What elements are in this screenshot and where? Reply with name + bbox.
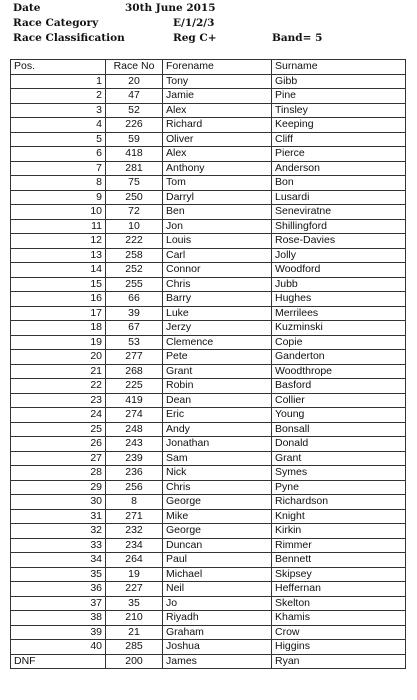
position-cell: 16 [11,292,106,307]
table-row [11,277,406,292]
table-row [11,567,406,582]
table-row [11,147,406,162]
table-row [11,306,406,321]
forename-cell: Chris [163,480,272,495]
forename-cell: Richard [163,118,272,133]
table-row [11,132,406,147]
forename-cell: Michael [163,567,272,582]
race-no-cell: 277 [106,350,163,365]
table-row [11,408,406,423]
race-no-cell: 274 [106,408,163,423]
table-header-row [11,60,406,75]
position-cell: DNF [11,654,106,669]
forename-cell: Andy [163,422,272,437]
position-cell: 31 [11,509,106,524]
date-value: 30th June 2015 [125,2,216,14]
position-cell: 40 [11,640,106,655]
surname-cell: Bennett [272,553,406,568]
surname-cell: Woodthrope [272,364,406,379]
position-cell: 25 [11,422,106,437]
race-category-label: Race Category [13,17,99,29]
surname-cell: Pine [272,89,406,104]
forename-cell: Jamie [163,89,272,104]
position-cell: 12 [11,234,106,249]
forename-cell: Pete [163,350,272,365]
forename-cell: Connor [163,263,272,278]
race-classification-label: Race Classification [13,32,125,44]
forename-cell: Ben [163,205,272,220]
surname-cell: Crow [272,625,406,640]
forename-cell: Jo [163,596,272,611]
surname-cell: Skelton [272,596,406,611]
surname-cell: Skipsey [272,567,406,582]
race-no-cell: 252 [106,263,163,278]
table-row [11,89,406,104]
forename-cell: Sam [163,451,272,466]
table-row [11,74,406,89]
position-cell: 4 [11,118,106,133]
table-row [11,451,406,466]
position-cell: 5 [11,132,106,147]
forename-cell: Dean [163,393,272,408]
surname-cell: Richardson [272,495,406,510]
forename-cell: Riyadh [163,611,272,626]
race-no-cell: 20 [106,74,163,89]
table-row [11,582,406,597]
column-header-forename: Forename [163,60,272,75]
surname-cell: Anderson [272,161,406,176]
surname-cell: Bonsall [272,422,406,437]
position-cell: 17 [11,306,106,321]
race-no-cell: 225 [106,379,163,394]
surname-cell: Jolly [272,248,406,263]
band-value: Band= 5 [272,32,323,44]
race-no-cell: 243 [106,437,163,452]
table-row [11,321,406,336]
forename-cell: Louis [163,234,272,249]
forename-cell: Darryl [163,190,272,205]
forename-cell: Grant [163,364,272,379]
surname-cell: Gibb [272,74,406,89]
position-cell: 6 [11,147,106,162]
race-no-cell: 255 [106,277,163,292]
race-classification-value: Reg C+ [173,32,217,44]
surname-cell: Rimmer [272,538,406,553]
position-cell: 18 [11,321,106,336]
position-cell: 11 [11,219,106,234]
position-cell: 32 [11,524,106,539]
position-cell: 38 [11,611,106,626]
surname-cell: Seneviratne [272,205,406,220]
table-row [11,538,406,553]
table-row [11,350,406,365]
position-cell: 19 [11,335,106,350]
table-row [11,495,406,510]
surname-cell: Rose-Davies [272,234,406,249]
table-row [11,161,406,176]
position-cell: 7 [11,161,106,176]
forename-cell: Eric [163,408,272,423]
table-row [11,437,406,452]
position-cell: 35 [11,567,106,582]
position-cell: 37 [11,596,106,611]
forename-cell: Jon [163,219,272,234]
position-cell: 13 [11,248,106,263]
table-row [11,524,406,539]
table-row [11,263,406,278]
position-cell: 8 [11,176,106,191]
race-no-cell: 232 [106,524,163,539]
forename-cell: Duncan [163,538,272,553]
forename-cell: Nick [163,466,272,481]
table-row [11,611,406,626]
position-cell: 27 [11,451,106,466]
table-row [11,234,406,249]
forename-cell: Chris [163,277,272,292]
table-row [11,625,406,640]
table-row [11,509,406,524]
surname-cell: Young [272,408,406,423]
table-row [11,553,406,568]
race-no-cell: 227 [106,582,163,597]
position-cell: 10 [11,205,106,220]
table-row [11,248,406,263]
surname-cell: Khamis [272,611,406,626]
position-cell: 26 [11,437,106,452]
position-cell: 22 [11,379,106,394]
surname-cell: Jubb [272,277,406,292]
forename-cell: Tony [163,74,272,89]
surname-cell: Shillingford [272,219,406,234]
surname-cell: Kuzminski [272,321,406,336]
results-table [10,59,406,669]
position-cell: 34 [11,553,106,568]
race-no-cell: 67 [106,321,163,336]
position-cell: 39 [11,625,106,640]
surname-cell: Basford [272,379,406,394]
table-row [11,190,406,205]
forename-cell: Alex [163,147,272,162]
position-cell: 23 [11,393,106,408]
surname-cell: Keeping [272,118,406,133]
table-row [11,176,406,191]
forename-cell: Joshua [163,640,272,655]
position-cell: 28 [11,466,106,481]
table-row [11,640,406,655]
race-no-cell: 75 [106,176,163,191]
dnf-row [11,654,406,669]
race-no-cell: 271 [106,509,163,524]
surname-cell: Heffernan [272,582,406,597]
forename-cell: Graham [163,625,272,640]
race-no-cell: 236 [106,466,163,481]
surname-cell: Tinsley [272,103,406,118]
forename-cell: Clemence [163,335,272,350]
race-no-cell: 200 [106,654,163,669]
race-no-cell: 248 [106,422,163,437]
forename-cell: Neil [163,582,272,597]
position-cell: 2 [11,89,106,104]
forename-cell: Paul [163,553,272,568]
surname-cell: Woodford [272,263,406,278]
forename-cell: James [163,654,272,669]
race-no-cell: 21 [106,625,163,640]
race-no-cell: 210 [106,611,163,626]
position-cell: 20 [11,350,106,365]
surname-cell: Pyne [272,480,406,495]
position-cell: 9 [11,190,106,205]
column-header-race-no: Race No [106,60,163,75]
forename-cell: Anthony [163,161,272,176]
surname-cell: Kirkin [272,524,406,539]
position-cell: 29 [11,480,106,495]
position-cell: 3 [11,103,106,118]
table-row [11,364,406,379]
surname-cell: Copie [272,335,406,350]
forename-cell: Luke [163,306,272,321]
surname-cell: Donald [272,437,406,452]
column-header-pos: Pos. [11,60,106,75]
forename-cell: Carl [163,248,272,263]
race-no-cell: 72 [106,205,163,220]
race-no-cell: 35 [106,596,163,611]
surname-cell: Pierce [272,147,406,162]
race-no-cell: 19 [106,567,163,582]
table-row [11,596,406,611]
table-row [11,205,406,220]
race-no-cell: 59 [106,132,163,147]
race-no-cell: 8 [106,495,163,510]
race-no-cell: 281 [106,161,163,176]
forename-cell: Mike [163,509,272,524]
race-no-cell: 258 [106,248,163,263]
surname-cell: Grant [272,451,406,466]
race-no-cell: 268 [106,364,163,379]
forename-cell: George [163,524,272,539]
forename-cell: George [163,495,272,510]
column-header-surname: Surname [272,60,406,75]
table-row [11,335,406,350]
surname-cell: Lusardi [272,190,406,205]
position-cell: 24 [11,408,106,423]
race-no-cell: 239 [106,451,163,466]
date-label: Date [13,2,41,14]
surname-cell: Higgins [272,640,406,655]
table-row [11,292,406,307]
race-no-cell: 53 [106,335,163,350]
race-no-cell: 418 [106,147,163,162]
race-no-cell: 52 [106,103,163,118]
surname-cell: Hughes [272,292,406,307]
surname-cell: Knight [272,509,406,524]
race-no-cell: 285 [106,640,163,655]
surname-cell: Symes [272,466,406,481]
forename-cell: Jerzy [163,321,272,336]
table-row [11,422,406,437]
position-cell: 30 [11,495,106,510]
table-row [11,393,406,408]
table-row [11,466,406,481]
race-no-cell: 47 [106,89,163,104]
forename-cell: Robin [163,379,272,394]
race-no-cell: 66 [106,292,163,307]
race-no-cell: 10 [106,219,163,234]
table-row [11,480,406,495]
position-cell: 36 [11,582,106,597]
surname-cell: Collier [272,393,406,408]
position-cell: 15 [11,277,106,292]
forename-cell: Barry [163,292,272,307]
table-row [11,379,406,394]
position-cell: 14 [11,263,106,278]
position-cell: 1 [11,74,106,89]
race-no-cell: 264 [106,553,163,568]
race-no-cell: 226 [106,118,163,133]
race-no-cell: 250 [106,190,163,205]
race-no-cell: 234 [106,538,163,553]
forename-cell: Alex [163,103,272,118]
forename-cell: Tom [163,176,272,191]
forename-cell: Oliver [163,132,272,147]
forename-cell: Jonathan [163,437,272,452]
race-category-value: E/1/2/3 [173,17,215,29]
table-row [11,103,406,118]
surname-cell: Merrilees [272,306,406,321]
position-cell: 33 [11,538,106,553]
race-no-cell: 39 [106,306,163,321]
surname-cell: Ryan [272,654,406,669]
position-cell: 21 [11,364,106,379]
table-row [11,118,406,133]
race-no-cell: 419 [106,393,163,408]
surname-cell: Cliff [272,132,406,147]
race-no-cell: 256 [106,480,163,495]
surname-cell: Bon [272,176,406,191]
race-no-cell: 222 [106,234,163,249]
surname-cell: Ganderton [272,350,406,365]
table-row [11,219,406,234]
